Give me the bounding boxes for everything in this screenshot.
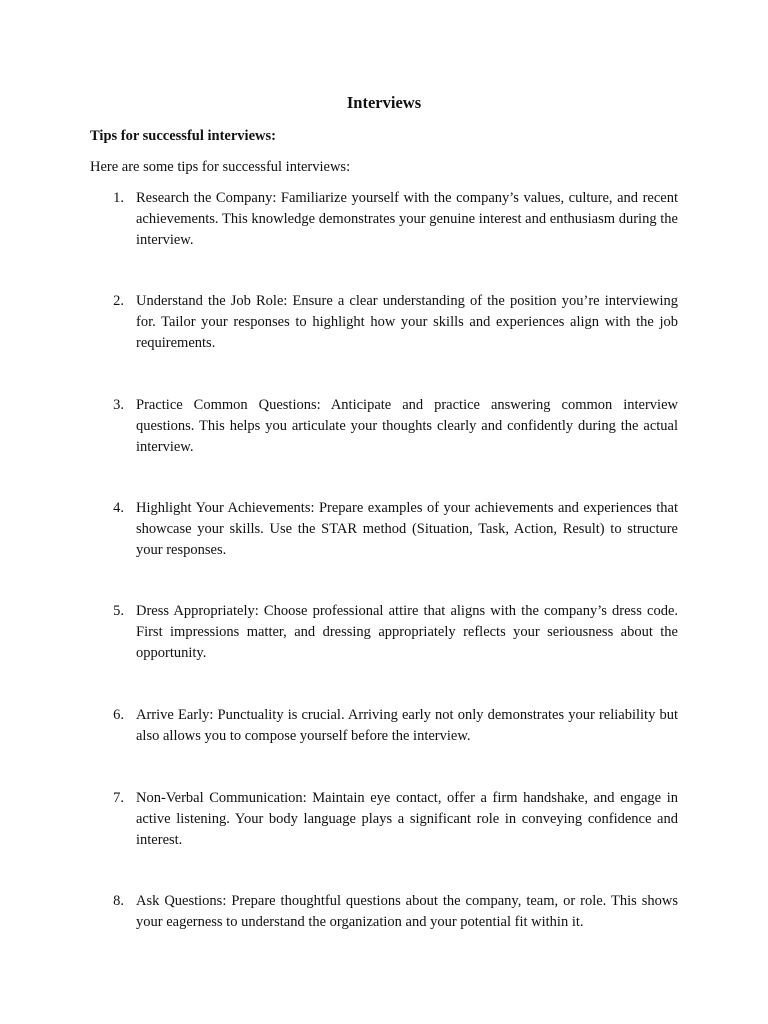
list-item-text: Practice Common Questions: Anticipate and practice answering common interview questions. This helps you articulate your thoughts clearly and confidently during the actual interview. — [136, 397, 678, 455]
list-item-number: 6. — [113, 707, 124, 723]
list-item-text: Highlight Your Achievements: Prepare examples of your achievements and experiences that showcase your skills. Use the STAR method (Situation, Task, Action, Result) to structure your responses. — [136, 500, 678, 558]
page-title: Interviews — [346, 93, 422, 112]
list-item-text: Dress Appropriately: Choose professional attire that aligns with the company’s dress code. First impressions matter, and dressing appropriately reflects your seriousness about the opportunity. — [136, 603, 678, 661]
list-item-text: Understand the Job Role: Ensure a clear understanding of the position you’re interviewing for. Tailor your responses to highlight how your skills and experiences align with the job requirements. — [136, 293, 678, 351]
section-heading: Tips for successful interviews: — [90, 128, 276, 144]
list-item-number: 8. — [113, 893, 124, 909]
list-item-number: 2. — [113, 293, 124, 309]
list-item — [90, 891, 678, 933]
list-item — [90, 291, 678, 354]
list-item-number: 1. — [113, 190, 124, 206]
list-item — [90, 395, 678, 458]
list-item-number: 4. — [113, 500, 124, 516]
list-item-text: Non-Verbal Communication: Maintain eye contact, offer a firm handshake, and engage in active listening. Your body language plays a significant role in conveying confidence and interest. — [136, 790, 678, 848]
list-item-number: 3. — [113, 397, 124, 413]
list-item — [90, 188, 678, 251]
list-item — [90, 705, 678, 747]
list-item — [90, 498, 678, 561]
list-item-number: 5. — [113, 603, 124, 619]
intro-paragraph: Here are some tips for successful interviews: — [90, 159, 351, 175]
list-item — [90, 601, 678, 664]
list-item-text: Arrive Early: Punctuality is crucial. Arriving early not only demonstrates your reliability but also allows you to compose yourself before the interview. — [136, 707, 678, 744]
list-item-number: 7. — [113, 790, 124, 806]
list-item-text: Ask Questions: Prepare thoughtful questions about the company, team, or role. This shows your eagerness to understand the organization and your potential fit within it. — [136, 893, 678, 930]
list-item-text: Research the Company: Familiarize yourself with the company’s values, culture, and recent achievements. This knowledge demonstrates your genuine interest and enthusiasm during the interview. — [136, 190, 678, 248]
list-item — [90, 788, 678, 851]
